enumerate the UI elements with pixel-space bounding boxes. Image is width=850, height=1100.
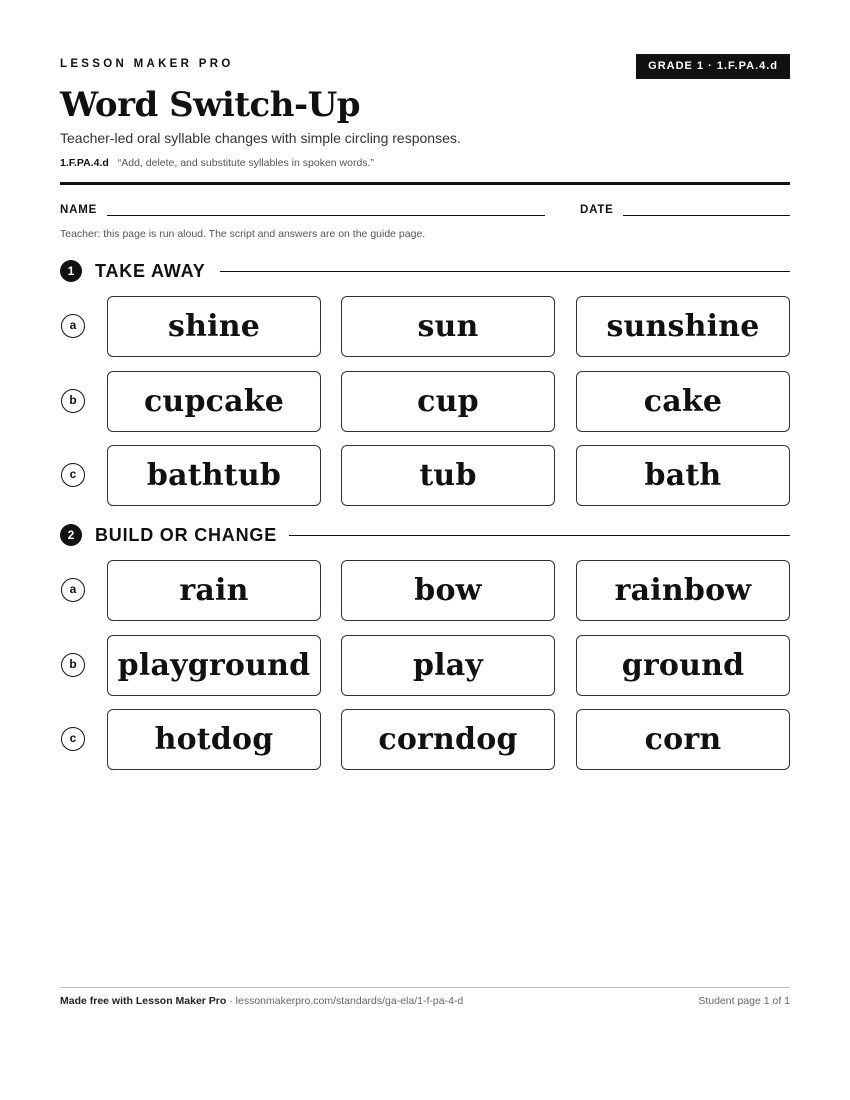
section-divider [220, 271, 790, 272]
page-footer [60, 995, 790, 1007]
item-letter: c [61, 727, 85, 751]
word-choice[interactable]: hotdog [107, 709, 321, 770]
word-choice[interactable]: play [341, 635, 555, 696]
name-date-row [60, 204, 790, 220]
section-title: TAKE AWAY [95, 259, 218, 283]
word-choice[interactable]: sun [341, 296, 555, 357]
word-choice[interactable]: bow [341, 560, 555, 621]
worksheet-page [60, 0, 790, 1100]
item-letter: b [61, 389, 85, 413]
item-row-2c [60, 709, 790, 771]
word-choice[interactable]: bathtub [107, 445, 321, 506]
grade-badge: GRADE 1 · 1.F.PA.4.d [636, 54, 790, 79]
footer-divider [60, 987, 790, 988]
standard-text: “Add, delete, and substitute syllables in spoken words.” [117, 157, 374, 169]
item-row-1b [60, 371, 790, 433]
item-letter: b [61, 653, 85, 677]
word-choice[interactable]: cupcake [107, 371, 321, 432]
word-choice[interactable]: playground [107, 635, 321, 696]
item-row-2a [60, 560, 790, 622]
section-title: BUILD OR CHANGE [95, 523, 289, 547]
section-number: 1 [60, 260, 82, 282]
word-choice[interactable]: cup [341, 371, 555, 432]
word-choice[interactable]: shine [107, 296, 321, 357]
item-row-1a [60, 296, 790, 358]
name-field[interactable] [107, 215, 545, 216]
section-1-header [60, 259, 790, 283]
word-choice[interactable]: tub [341, 445, 555, 506]
page-subtitle: Teacher-led oral syllable changes with simple circling responses. [60, 130, 461, 146]
item-letter: c [61, 463, 85, 487]
teacher-note: Teacher: this page is run aloud. The script and answers are on the guide page. [60, 228, 426, 240]
word-choice[interactable]: cake [576, 371, 790, 432]
page-number: Student page 1 of 1 [698, 995, 790, 1007]
date-field[interactable] [623, 215, 790, 216]
section-divider [220, 535, 790, 536]
word-choice[interactable]: rain [107, 560, 321, 621]
date-label: DATE [580, 204, 614, 216]
item-letter: a [61, 314, 85, 338]
word-choice[interactable]: sunshine [576, 296, 790, 357]
word-choice[interactable]: rainbow [576, 560, 790, 621]
name-label: NAME [60, 204, 98, 216]
word-choice[interactable]: bath [576, 445, 790, 506]
standard-line [60, 157, 374, 169]
page-title: Word Switch-Up [60, 85, 361, 125]
item-row-2b [60, 635, 790, 697]
word-choice[interactable]: corn [576, 709, 790, 770]
word-choice[interactable]: corndog [341, 709, 555, 770]
brand-name: LESSON MAKER PRO [60, 58, 234, 70]
standard-code: 1.F.PA.4.d [60, 157, 109, 169]
item-letter: a [61, 578, 85, 602]
header-divider [60, 182, 790, 185]
word-choice[interactable]: ground [576, 635, 790, 696]
footer-url: · lessonmakerpro.com/standards/ga-ela/1-f-pa-4-d [226, 995, 464, 1007]
footer-made-with: Made free with Lesson Maker Pro [60, 995, 227, 1007]
section-2-header [60, 523, 790, 547]
section-number: 2 [60, 524, 82, 546]
item-row-1c [60, 445, 790, 507]
